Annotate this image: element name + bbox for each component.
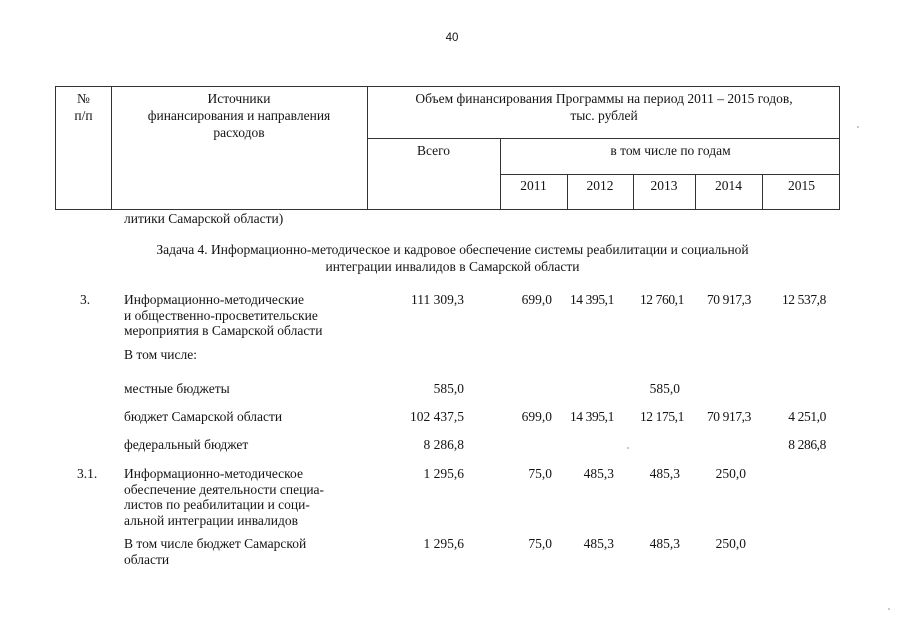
row-label: федеральный бюджет — [124, 437, 249, 452]
scan-speck — [627, 447, 629, 449]
row-total: 1 295,6 — [423, 536, 464, 551]
row-value-2014: 250,0 — [715, 536, 746, 551]
row-value-2013: 585,0 — [649, 381, 680, 396]
row-value-2015: 4 251,0 — [788, 409, 826, 424]
header-year-cell: 2014 — [715, 178, 742, 193]
header-year-cell: 2012 — [586, 178, 614, 193]
row-value-2014: 70 917,3 — [706, 409, 751, 424]
row-value-2014: 250,0 — [715, 466, 746, 481]
row-number: 3.1. — [77, 466, 98, 481]
row-value-2011: 699,0 — [521, 409, 552, 424]
row-value-2012: 485,3 — [583, 536, 614, 551]
row-divider — [500, 174, 839, 175]
row-value-2013: 485,3 — [649, 536, 680, 551]
row-value-2011: 75,0 — [528, 536, 552, 551]
header-total-cell: Всего — [416, 143, 451, 158]
header-by-years-cell: в том числе по годам — [610, 143, 731, 158]
row-label: бюджет Самарской области — [124, 409, 283, 424]
row-label: Информационно-методические и общественно-просветительские мероприятия в Самарской области — [124, 292, 323, 338]
row-value-2011: 699,0 — [521, 292, 552, 307]
row-label: Информационно-методическое обеспечение деятельности специа- листов по реабилитации и соци- альной интеграции инвалидов — [124, 466, 325, 528]
row-value-2011: 75,0 — [528, 466, 552, 481]
row-total: 8 286,8 — [423, 437, 464, 452]
row-total: 585,0 — [433, 381, 464, 396]
header-year-cell: 2013 — [650, 178, 678, 193]
row-value-2012: 14 395,1 — [569, 409, 614, 424]
row-total: 1 295,6 — [423, 466, 464, 481]
row-value-2013: 12 760,1 — [639, 292, 684, 307]
row-total: 102 437,5 — [410, 409, 464, 424]
header-sources-cell: Источники финансирования и направления расходов — [147, 91, 331, 140]
task-title: Задача 4. Информационно-методическое и кадровое обеспечение системы реабилитации и социальной интеграции инвалидов в Самарской области — [156, 242, 749, 274]
row-total: 111 309,3 — [411, 292, 464, 307]
page-number: 40 — [445, 32, 459, 44]
row-value-2013: 485,3 — [649, 466, 680, 481]
row-value-2015: 12 537,8 — [781, 292, 826, 307]
row-number: 3. — [80, 292, 91, 307]
scan-speck — [888, 608, 890, 610]
row-value-2013: 12 175,1 — [639, 409, 684, 424]
row-value-2015: 8 286,8 — [788, 437, 826, 452]
row-divider — [367, 138, 839, 139]
table-header — [55, 86, 840, 210]
header-number-cell: № п/п — [74, 91, 93, 123]
scan-speck — [857, 126, 859, 128]
row-label: местные бюджеты — [124, 381, 230, 396]
header-year-cell: 2015 — [788, 178, 815, 193]
row-value-2014: 70 917,3 — [706, 292, 751, 307]
row-label: В том числе: — [124, 347, 197, 362]
header-year-cell: 2011 — [520, 178, 547, 193]
header-volume-cell: Объем финансирования Программы на период 2011 – 2015 годов, тыс. рублей — [415, 91, 793, 123]
continuation-text: литики Самарской области) — [124, 211, 284, 226]
row-value-2012: 485,3 — [583, 466, 614, 481]
row-label: В том числе бюджет Самарской области — [124, 536, 307, 567]
row-value-2012: 14 395,1 — [569, 292, 614, 307]
